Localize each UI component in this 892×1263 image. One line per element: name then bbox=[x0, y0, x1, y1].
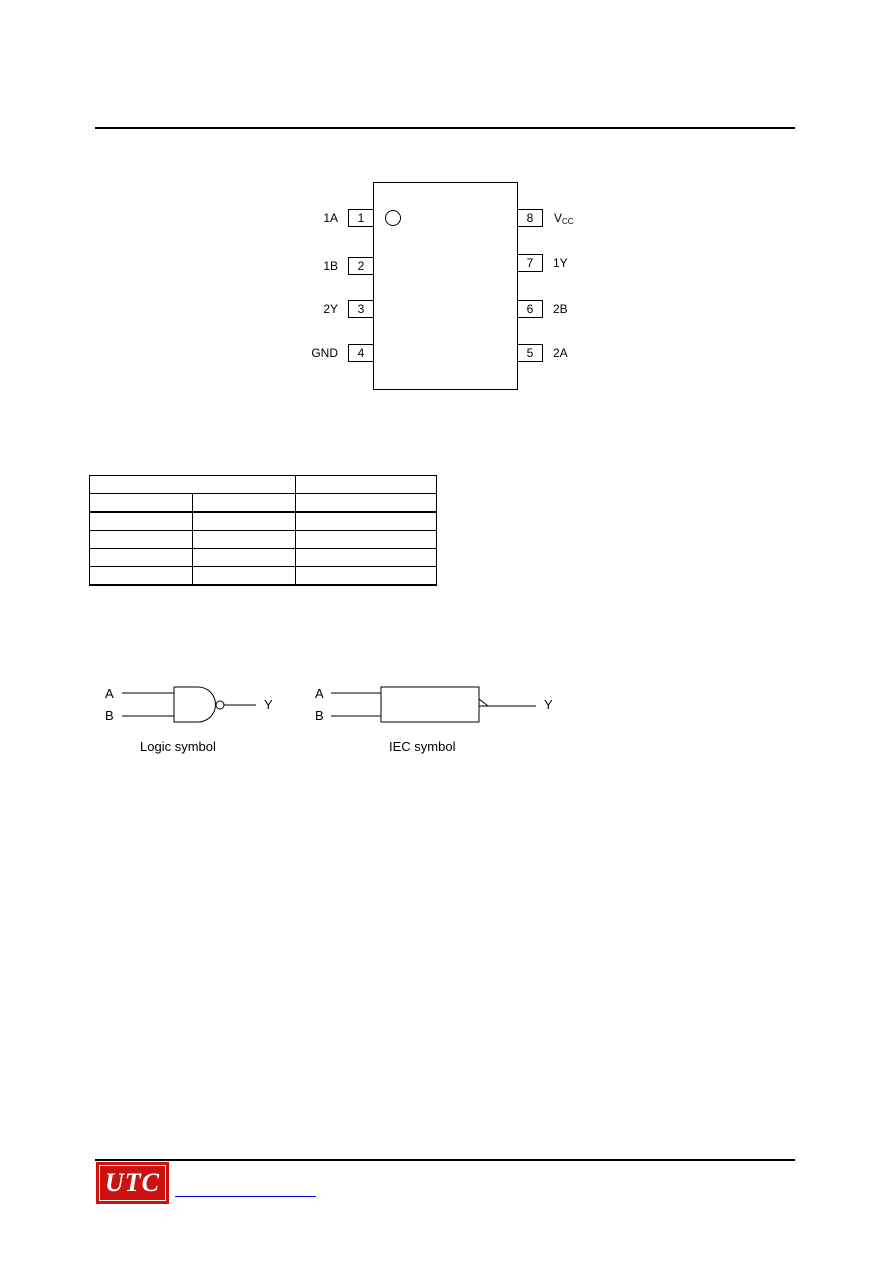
pin-number-2: 2 bbox=[348, 257, 374, 275]
header-rule bbox=[95, 127, 795, 129]
table-row bbox=[90, 567, 437, 586]
pin-label-5: 2A bbox=[553, 346, 568, 360]
iec-output-y-label: Y bbox=[544, 697, 553, 712]
pin-label-6: 2B bbox=[553, 302, 568, 316]
table-row bbox=[90, 476, 437, 494]
pin-number-7: 7 bbox=[517, 254, 543, 272]
table-cell bbox=[90, 476, 296, 494]
table-cell bbox=[193, 567, 296, 586]
table-cell bbox=[296, 531, 437, 549]
table-cell bbox=[90, 549, 193, 567]
table-cell bbox=[90, 494, 193, 513]
table-cell bbox=[296, 476, 437, 494]
table-row bbox=[90, 549, 437, 567]
table-row bbox=[90, 512, 437, 531]
pin-label-1: 1A bbox=[323, 211, 338, 225]
table-cell bbox=[193, 549, 296, 567]
table-row bbox=[90, 494, 437, 513]
pin-number-4: 4 bbox=[348, 344, 374, 362]
iec-nand-icon bbox=[300, 680, 560, 730]
truth-table bbox=[89, 475, 437, 586]
table-cell bbox=[193, 531, 296, 549]
pin-label-8: $V_{CC}$ bbox=[554, 211, 574, 226]
table-cell bbox=[193, 512, 296, 531]
nand-gate-icon bbox=[90, 680, 290, 730]
table-cell bbox=[296, 549, 437, 567]
utc-logo-text: UTC bbox=[105, 1168, 160, 1197]
pin-label-3: 2Y bbox=[323, 302, 338, 316]
footer-rule bbox=[95, 1159, 795, 1161]
table-cell bbox=[296, 494, 437, 513]
pin-number-1: 1 bbox=[348, 209, 374, 227]
pin1-indicator-icon bbox=[385, 210, 401, 226]
pin-label-2: 1B bbox=[323, 259, 338, 273]
table-cell bbox=[90, 531, 193, 549]
pin-number-3: 3 bbox=[348, 300, 374, 318]
pin-number-8: 8 bbox=[517, 209, 543, 227]
logic-input-b-label: B bbox=[105, 708, 114, 723]
table-cell bbox=[296, 512, 437, 531]
iec-symbol-caption: IEC symbol bbox=[389, 739, 456, 754]
table-cell bbox=[90, 512, 193, 531]
logic-output-y-label: Y bbox=[264, 697, 273, 712]
pin-label-4: GND bbox=[311, 346, 338, 360]
pin-label-7: 1Y bbox=[553, 256, 568, 270]
pin-number-5: 5 bbox=[517, 344, 543, 362]
website-link-underline[interactable] bbox=[175, 1196, 316, 1197]
table-row bbox=[90, 531, 437, 549]
logic-symbol-caption: Logic symbol bbox=[140, 739, 216, 754]
iec-input-b-label: B bbox=[315, 708, 324, 723]
iec-input-a-label: A bbox=[315, 686, 324, 701]
table-cell bbox=[296, 567, 437, 586]
table-cell bbox=[90, 567, 193, 586]
table-cell bbox=[193, 494, 296, 513]
utc-logo bbox=[96, 1162, 169, 1204]
logic-input-a-label: A bbox=[105, 686, 114, 701]
pin-number-6: 6 bbox=[517, 300, 543, 318]
